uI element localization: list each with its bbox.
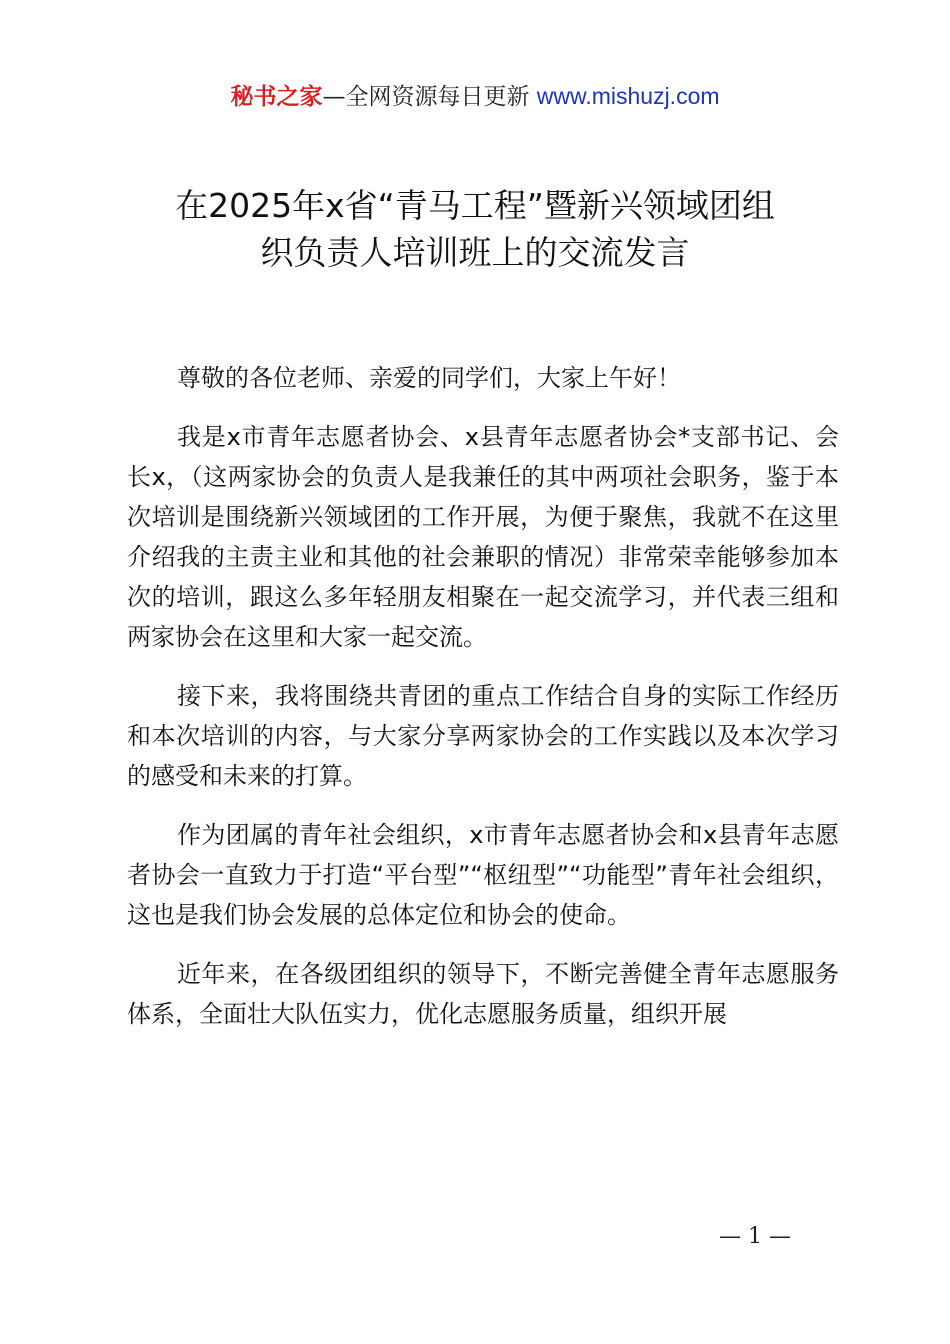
page-number: — 1 — xyxy=(719,1224,791,1249)
site-banner xyxy=(0,80,950,113)
document-title xyxy=(100,182,850,276)
banner-tagline: —全网资源每日更新 xyxy=(322,84,530,110)
site-url-link[interactable]: www.mishuzj.com xyxy=(536,83,720,109)
paragraph-positioning: 作为团属的青年社会组织，x市青年志愿者协会和x县青年志愿者协会一直致力于打造“平台型”“枢纽型”“功能型”青年社会组织，这也是我们协会发展的总体定位和协会的使命。 xyxy=(127,821,839,929)
paragraph-greeting: 尊敬的各位老师、亲爱的同学们，大家上午好！ xyxy=(177,364,681,392)
brand-name: 秘书之家 xyxy=(230,84,323,110)
paragraph-outline: 接下来，我将围绕共青团的重点工作结合自身的实际工作经历和本次培训的内容，与大家分享两家协会的工作实践以及本次学习的感受和未来的打算。 xyxy=(127,682,839,790)
paragraph-introduction: 我是x市青年志愿者协会、x县青年志愿者协会*支部书记、会长x，（这两家协会的负责人是我兼任的其中两项社会职务，鉴于本次培训是围绕新兴领域团的工作开展，为便于聚焦，我就不在这里介绍我的主责主业和其他的社会兼职的情况）非常荣幸能够参加本次的培训，跟这么多年轻朋友相聚在一起交流学习，并代表三组和两家协会在这里和大家一起交流。 xyxy=(127,423,839,651)
title-line-2: 织负责人培训班上的交流发言 xyxy=(260,233,690,272)
document-body xyxy=(127,358,839,1053)
paragraph-recent-work: 近年来，在各级团组织的领导下，不断完善健全青年志愿服务体系，全面壮大队伍实力，优化志愿服务质量，组织开展 xyxy=(127,960,839,1028)
title-line-1: 在2025年x省“青马工程”暨新兴领域团组 xyxy=(175,186,775,225)
